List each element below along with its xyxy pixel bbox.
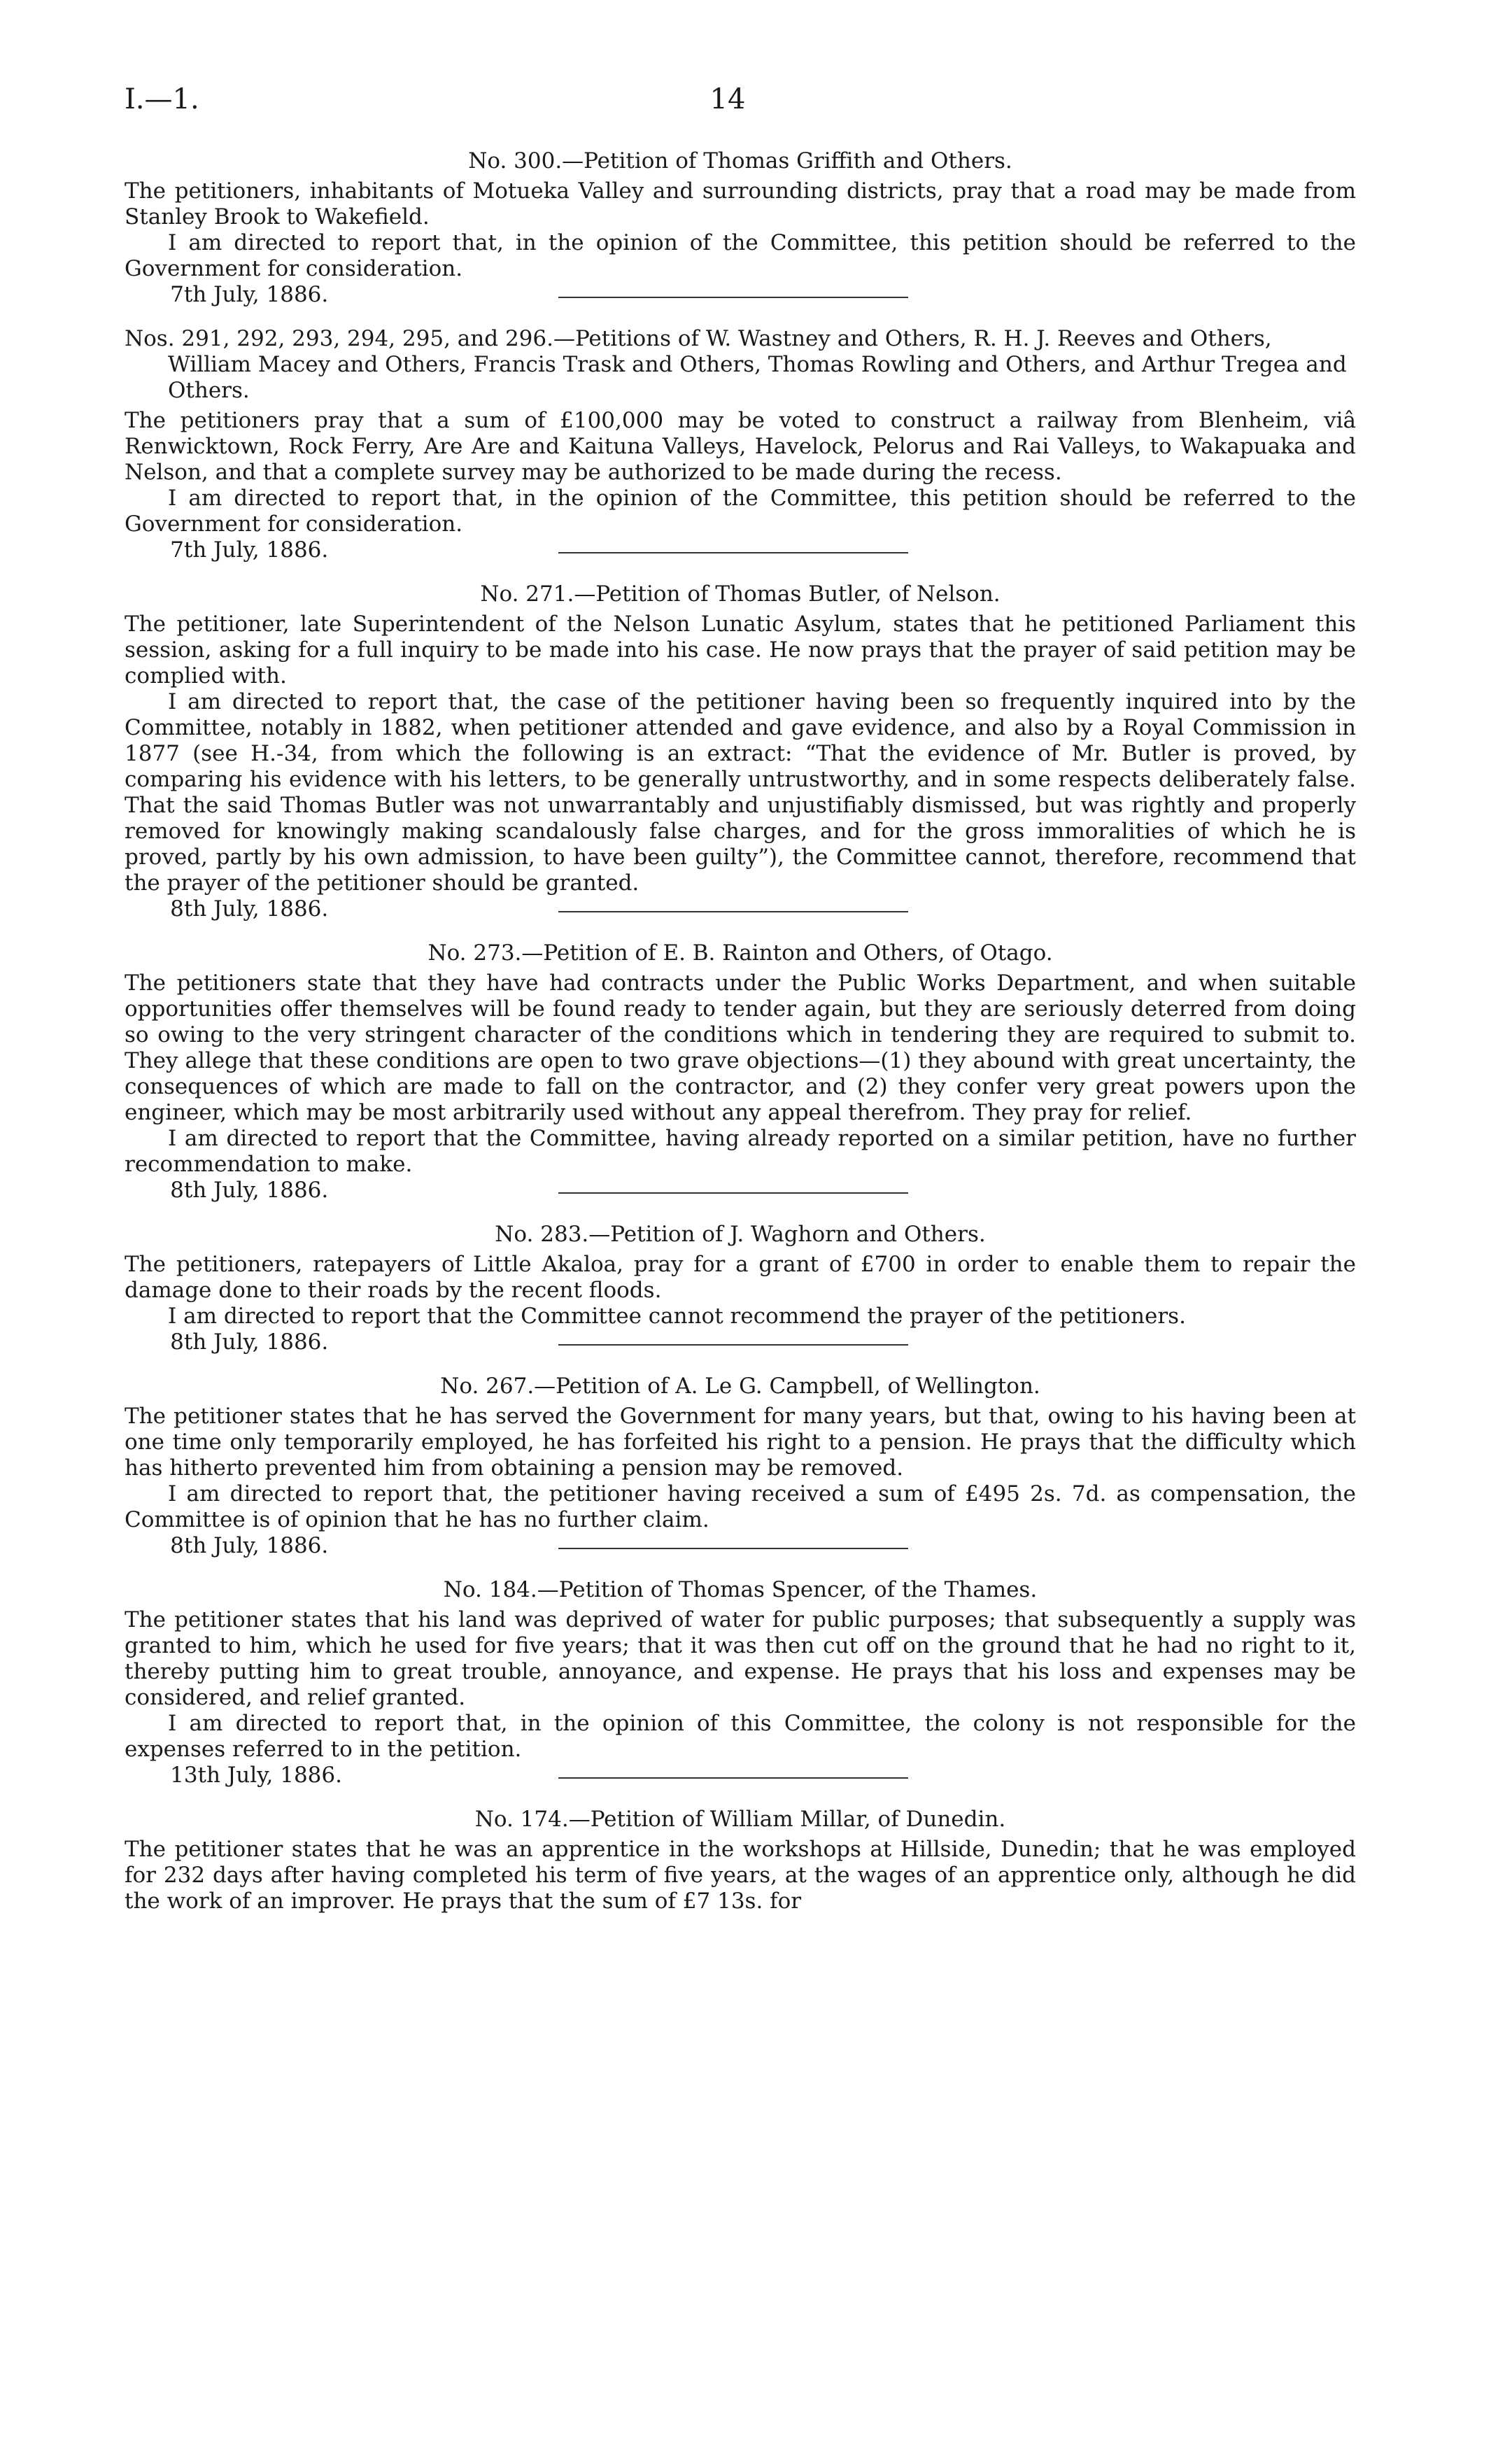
petition-title: Nos. 291, 292, 293, 294, 295, and 296.—Petitions of W. Wastney and Others, R. H. J. Reeves and Others, William Macey and Others, Francis Trask and Others, Thomas Rowling and Others, and Arthur Tregea and Others. — [125, 326, 1347, 403]
section-divider — [558, 1344, 908, 1346]
petition-title: No. 184.—Petition of Thomas Spencer, of the Thames. — [443, 1577, 1038, 1602]
petition-entry — [125, 1222, 1356, 1355]
petition-summary: The petitioner states that he has served the Government for many years, but that, owing to his having been at one time only temporarily employed, he has forfeited his right to a pension. He prays that the difficulty which has hitherto prevented him from obtaining a pension may be removed. — [125, 1404, 1356, 1481]
committee-report: I am directed to report that, in the opinion of the Committee, this petition should be referred to the Government for consideration. — [125, 486, 1356, 537]
report-date: 7th July, 1886. — [170, 282, 329, 307]
committee-report: I am directed to report that, in the opinion of this Committee, the colony is not responsible for the expenses referred to in the petition. — [125, 1711, 1356, 1762]
petition-summary: The petitioners, ratepayers of Little Akaloa, pray for a grant of £700 in order to enable them to repair the damage done to their roads by the recent floods. — [125, 1252, 1356, 1303]
petition-summary: The petitioner states that he was an apprentice in the workshops at Hillside, Dunedin; that he was employed for 232 days after having completed his term of five years, at the wages of an apprentice only, although he did the work of an improver. He prays that the sum of £7 13s. for — [125, 1837, 1356, 1914]
section-divider — [558, 1192, 908, 1194]
committee-report: I am directed to report that, the case of the petitioner having been so frequently inquired into by the Committee, notably in 1882, when petitioner attended and gave evidence, and also by a Royal Commission in 1877 (see H.-34, from which the following is an extract: “That the evidence of Mr. Butler is proved, by comparing his evidence with his letters, to be generally untrustworthy, and in some respects deliberately false. That the said Thomas Butler was not unwarrantably and unjustifiably dismissed, but was rightly and properly removed for knowingly making scandalously false charges, and for the gross immoralities of which he is proved, partly by his own admission, to have been guilty”), the Committee cannot, therefore, recommend that the prayer of the petitioner should be granted. — [125, 689, 1356, 896]
petition-summary: The petitioner states that his land was deprived of water for public purposes; that subsequently a supply was granted to him, which he used for five years; that it was then cut off on the ground that he had no right to it, thereby putting him to great trouble, annoyance, and expense. He prays that his loss and expenses may be considered, and relief granted. — [125, 1607, 1356, 1710]
document-reference: I.—1. — [125, 83, 199, 115]
petition-title: No. 300.—Petition of Thomas Griffith and Others. — [468, 148, 1012, 174]
petition-summary: The petitioners pray that a sum of £100,000 may be voted to construct a railway from Blenheim, viâ Renwicktown, Rock Ferry, Are Are and Kaituna Valleys, Havelock, Pelorus and Rai Valleys, to Wakapuaka and Nelson, and that a complete survey may be authorized to be made during the recess. — [125, 408, 1356, 485]
report-date: 8th July, 1886. — [170, 896, 329, 922]
section-divider — [558, 1777, 908, 1779]
committee-report: I am directed to report that the Committee, having already reported on a similar petition, have no further recommendation to make. — [125, 1126, 1356, 1177]
report-date: 8th July, 1886. — [170, 1533, 329, 1558]
petition-title: No. 273.—Petition of E. B. Rainton and Others, of Otago. — [428, 940, 1053, 966]
petition-entry — [125, 581, 1356, 922]
petition-entry — [125, 1577, 1356, 1788]
petition-summary: The petitioners state that they have had contracts under the Public Works Department, and when suitable opportunities offer themselves will be found ready to tender again, but they are seriously deterred from doing so owing to the very stringent character of the conditions which in tendering they are required to submit to. They allege that these conditions are open to two grave objections—(1) they abound with great uncertainty, the consequences of which are made to fall on the contractor, and (2) they confer very great powers upon the engineer, which may be most arbitrarily used without any appeal therefrom. They pray for relief. — [125, 971, 1356, 1125]
committee-report: I am directed to report that, in the opinion of the Committee, this petition should be referred to the Government for consideration. — [125, 230, 1356, 281]
petition-title: No. 174.—Petition of William Millar, of Dunedin. — [474, 1807, 1006, 1832]
page-content — [125, 148, 1356, 1914]
committee-report: I am directed to report that the Committee cannot recommend the prayer of the petitioners. — [168, 1304, 1186, 1329]
petition-entry — [125, 326, 1356, 563]
section-divider — [558, 297, 908, 298]
report-date: 8th July, 1886. — [170, 1329, 329, 1355]
report-date: 8th July, 1886. — [170, 1178, 329, 1203]
report-date: 7th July, 1886. — [170, 537, 329, 563]
petition-summary: The petitioners, inhabitants of Motueka Valley and surrounding districts, pray that a road may be made from Stanley Brook to Wakefield. — [125, 178, 1356, 230]
section-divider — [558, 552, 908, 553]
petition-entry — [125, 148, 1356, 307]
petition-entry — [125, 1374, 1356, 1558]
running-head — [0, 78, 1512, 120]
petition-title: No. 283.—Petition of J. Waghorn and Others. — [495, 1222, 986, 1247]
petition-title: No. 267.—Petition of A. Le G. Campbell, of Wellington. — [440, 1374, 1040, 1399]
petition-summary: The petitioner, late Superintendent of the Nelson Lunatic Asylum, states that he petitioned Parliament this session, asking for a full inquiry to be made into his case. He now prays that the prayer of said petition may be complied with. — [125, 612, 1356, 689]
petition-entry — [125, 940, 1356, 1203]
page-number: 14 — [709, 83, 746, 115]
committee-report: I am directed to report that, the petitioner having received a sum of £495 2s. 7d. as compensation, the Committee is of opinion that he has no further claim. — [125, 1481, 1356, 1532]
report-date: 13th July, 1886. — [170, 1763, 342, 1788]
section-divider — [558, 1548, 908, 1549]
petition-entry — [125, 1807, 1356, 1914]
petition-title: No. 271.—Petition of Thomas Butler, of Nelson. — [480, 581, 1001, 607]
section-divider — [558, 911, 908, 912]
